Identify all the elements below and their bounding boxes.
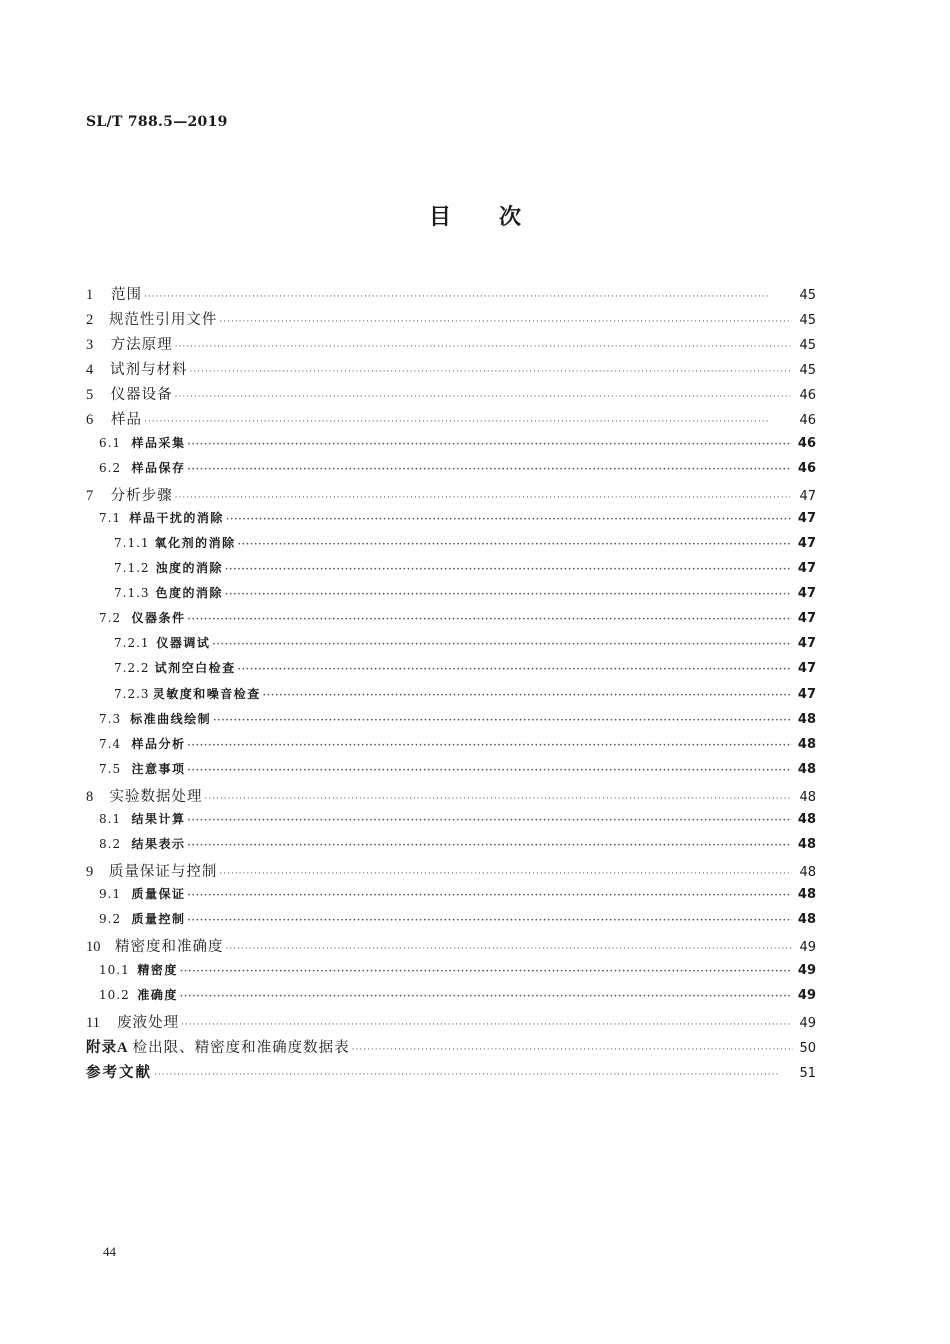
- toc-entry-label: 浊度的消除: [155, 561, 223, 576]
- toc-entry-page: 48: [799, 789, 816, 805]
- toc-entry-number: 9.2: [99, 912, 122, 927]
- toc-dot-leader: [144, 293, 790, 302]
- toc-dot-leader: [204, 795, 791, 804]
- toc-entry-page: 48: [797, 711, 816, 727]
- toc-entry-number: 9.1: [99, 887, 122, 902]
- toc-dot-leader: [144, 418, 790, 427]
- toc-entry-page: 46: [797, 460, 816, 476]
- toc-entry-number: 6.2: [99, 460, 122, 475]
- toc-dot-leader: [226, 516, 792, 525]
- toc-entry-number: 1: [86, 287, 94, 303]
- toc-dot-leader: [263, 692, 792, 701]
- toc-entry[interactable]: [86, 534, 816, 559]
- toc-entry-label: 样品采集: [131, 435, 186, 450]
- toc-entry-number: 11: [86, 1014, 100, 1031]
- toc-dot-leader: [190, 368, 791, 377]
- toc-dot-leader: [238, 541, 792, 550]
- toc-entry-page: 45: [799, 338, 816, 354]
- toc-entry-number: 7.1.1: [114, 535, 150, 550]
- toc-entry-number: 8.1: [99, 811, 122, 826]
- toc-entry-label: 仪器条件: [131, 611, 186, 626]
- toc-dot-leader: [188, 767, 792, 776]
- toc-entry-page: 49: [797, 962, 816, 978]
- toc-entry[interactable]: [86, 484, 816, 509]
- toc-entry-page: 47: [797, 611, 816, 627]
- toc-entry-label: 方法原理: [110, 337, 173, 354]
- toc-entry[interactable]: [86, 935, 816, 960]
- toc-entry-number: 7.2.1: [114, 636, 150, 651]
- toc-entry[interactable]: [86, 509, 816, 534]
- toc-entry-label: 参考文献: [86, 1063, 152, 1081]
- toc-entry-number: 9: [86, 864, 94, 881]
- toc-entry-number: 10: [86, 939, 101, 956]
- toc-entry-page: 46: [799, 413, 816, 429]
- toc-dot-leader: [225, 566, 792, 575]
- toc-dot-leader: [188, 817, 792, 826]
- toc-dot-leader: [219, 318, 791, 327]
- toc-entry[interactable]: [86, 383, 816, 408]
- toc-dot-leader: [188, 441, 792, 450]
- toc-entry-page: 51: [799, 1065, 816, 1081]
- page-title: 目次: [428, 204, 569, 230]
- toc-entry-page: 49: [797, 987, 816, 1003]
- toc-entry-number: 7.1.3: [114, 586, 150, 601]
- toc-dot-leader: [181, 1021, 790, 1030]
- toc-entry-label: 试剂与材料: [110, 362, 188, 379]
- toc-dot-leader: [188, 742, 792, 751]
- toc-entry-page: 47: [797, 636, 816, 652]
- toc-entry-number: 10.1: [99, 962, 130, 977]
- toc-entry[interactable]: [86, 685, 816, 710]
- toc-entry-label: 结果计算: [131, 811, 186, 826]
- toc-entry-page: 48: [797, 887, 816, 903]
- toc-entry-number: 7.2: [99, 611, 122, 626]
- toc-entry-number: 8.2: [99, 837, 122, 852]
- toc-entry-page: 46: [797, 435, 816, 451]
- toc-entry-page: 45: [799, 288, 816, 303]
- toc-entry-label: 规范性引用文件: [108, 312, 218, 329]
- toc-dot-leader: [219, 870, 791, 879]
- toc-dot-leader: [188, 917, 792, 926]
- toc-entry[interactable]: [86, 659, 816, 684]
- toc-entry-page: 47: [797, 510, 816, 526]
- toc-entry-number: 附录A: [86, 1039, 129, 1056]
- toc-dot-leader: [180, 993, 792, 1002]
- toc-entry[interactable]: [86, 910, 816, 935]
- toc-entry-number: 8: [86, 788, 94, 805]
- toc-dot-leader: [175, 343, 791, 352]
- toc-entry[interactable]: [86, 710, 816, 735]
- toc-entry-label: 范围: [111, 287, 142, 303]
- toc-entry-page: 47: [797, 686, 816, 702]
- toc-entry[interactable]: [86, 735, 816, 760]
- toc-entry-page: 50: [799, 1040, 816, 1056]
- toc-entry-label: 仪器调试: [156, 636, 211, 651]
- toc-entry-number: 3: [86, 337, 94, 354]
- toc-entry[interactable]: [86, 634, 816, 659]
- toc-dot-leader: [154, 1071, 790, 1080]
- toc-entry-page: 47: [797, 535, 816, 551]
- toc-entry-number: 7.2.3: [114, 686, 150, 701]
- toc-entry-label: 质量控制: [131, 912, 186, 927]
- toc-entry-page: 46: [799, 388, 816, 404]
- toc-entry[interactable]: [86, 434, 816, 459]
- toc-entry-label: 氧化剂的消除: [154, 535, 236, 550]
- toc-entry[interactable]: [86, 308, 816, 333]
- toc-entry-page: 45: [799, 363, 816, 379]
- toc-entry-page: 48: [797, 811, 816, 827]
- toc-dot-leader: [225, 591, 792, 600]
- toc-entry[interactable]: [86, 1036, 816, 1061]
- toc-entry[interactable]: [86, 785, 816, 810]
- toc-dot-leader: [212, 641, 791, 650]
- toc-entry-label: 标准曲线绘制: [130, 711, 212, 726]
- toc-entry-number: 7.1: [99, 510, 122, 525]
- toc-entry[interactable]: [86, 810, 816, 835]
- toc-entry-page: 45: [799, 313, 816, 329]
- toc-entry-label: 色度的消除: [155, 586, 223, 601]
- toc-dot-leader: [225, 945, 791, 954]
- toc-entry[interactable]: [86, 986, 816, 1011]
- toc-entry[interactable]: [86, 408, 816, 433]
- toc-entry-label: 准确度: [137, 987, 178, 1002]
- toc-entry[interactable]: [86, 333, 816, 358]
- toc-entry-page: 47: [799, 488, 816, 504]
- toc-entry-page: 48: [799, 865, 816, 881]
- toc-dot-leader: [175, 494, 791, 503]
- toc-entry-number: 7.4: [99, 736, 122, 751]
- toc-dot-leader: [188, 842, 792, 851]
- toc-entry-label: 注意事项: [131, 761, 186, 776]
- toc-entry-number: 6: [86, 412, 94, 429]
- toc-entry-label: 实验数据处理: [109, 788, 203, 805]
- toc-entry-page: 49: [799, 1015, 816, 1031]
- toc-entry[interactable]: [86, 559, 816, 584]
- toc-entry-label: 分析步骤: [110, 487, 173, 504]
- toc-entry-number: 4: [86, 362, 94, 379]
- toc-dot-leader: [238, 666, 792, 675]
- toc-entry-number: 6.1: [99, 435, 122, 450]
- toc-entry-number: 10.2: [99, 987, 130, 1002]
- toc-entry-number: 2: [86, 312, 94, 329]
- page-number: 44: [103, 1244, 116, 1259]
- table-of-contents: [86, 283, 816, 1086]
- toc-entry-number: 5: [86, 387, 94, 404]
- toc-entry-page: 47: [797, 661, 816, 677]
- toc-entry[interactable]: [86, 1011, 816, 1036]
- toc-entry[interactable]: [86, 835, 816, 860]
- toc-entry-number: 7.1.2: [114, 561, 150, 576]
- toc-entry-label: 质量保证与控制: [108, 864, 218, 881]
- toc-entry-number: 7.3: [99, 711, 122, 726]
- document-code: SL/T 788.5—2019: [86, 114, 228, 130]
- toc-entry-number: 7: [86, 487, 94, 504]
- toc-entry-page: 47: [797, 561, 816, 577]
- toc-dot-leader: [213, 717, 792, 726]
- toc-entry-label: 废液处理: [117, 1014, 180, 1031]
- toc-entry-page: 48: [797, 761, 816, 777]
- toc-entry[interactable]: [86, 459, 816, 484]
- toc-entry-page: 48: [797, 912, 816, 928]
- toc-dot-leader: [188, 892, 792, 901]
- toc-entry-label: 样品分析: [131, 736, 186, 751]
- toc-entry[interactable]: [86, 609, 816, 634]
- toc-entry-page: 48: [797, 837, 816, 853]
- toc-entry[interactable]: [86, 358, 816, 383]
- toc-entry-label: 试剂空白检查: [154, 661, 236, 676]
- toc-entry-label: 样品保存: [131, 460, 186, 475]
- toc-entry[interactable]: [86, 584, 816, 609]
- toc-entry[interactable]: [86, 283, 816, 308]
- toc-entry-label: 结果表示: [131, 837, 186, 852]
- toc-entry-label: 检出限、精密度和准确度数据表: [132, 1039, 350, 1056]
- toc-entry-label: 仪器设备: [110, 387, 173, 404]
- toc-dot-leader: [188, 466, 792, 475]
- toc-entry-number: 7.2.2: [114, 661, 150, 676]
- toc-entry[interactable]: [86, 1061, 816, 1086]
- toc-entry-label: 精密度: [137, 962, 178, 977]
- toc-dot-leader: [180, 968, 792, 977]
- toc-entry-label: 质量保证: [131, 887, 186, 902]
- toc-entry-label: 样品干扰的消除: [129, 510, 224, 525]
- toc-entry-label: 灵敏度和噪音检查: [152, 686, 261, 701]
- toc-dot-leader: [188, 616, 792, 625]
- toc-dot-leader: [352, 1046, 794, 1055]
- toc-entry-number: 7.5: [99, 761, 122, 776]
- toc-entry-label: 精密度和准确度: [114, 939, 224, 956]
- toc-entry[interactable]: [86, 961, 816, 986]
- toc-entry-label: 样品: [111, 412, 142, 429]
- toc-entry-page: 49: [799, 940, 816, 956]
- toc-entry[interactable]: [86, 885, 816, 910]
- toc-entry[interactable]: [86, 860, 816, 885]
- toc-entry[interactable]: [86, 760, 816, 785]
- toc-entry-page: 48: [797, 736, 816, 752]
- toc-dot-leader: [175, 393, 791, 402]
- toc-entry-page: 47: [797, 586, 816, 602]
